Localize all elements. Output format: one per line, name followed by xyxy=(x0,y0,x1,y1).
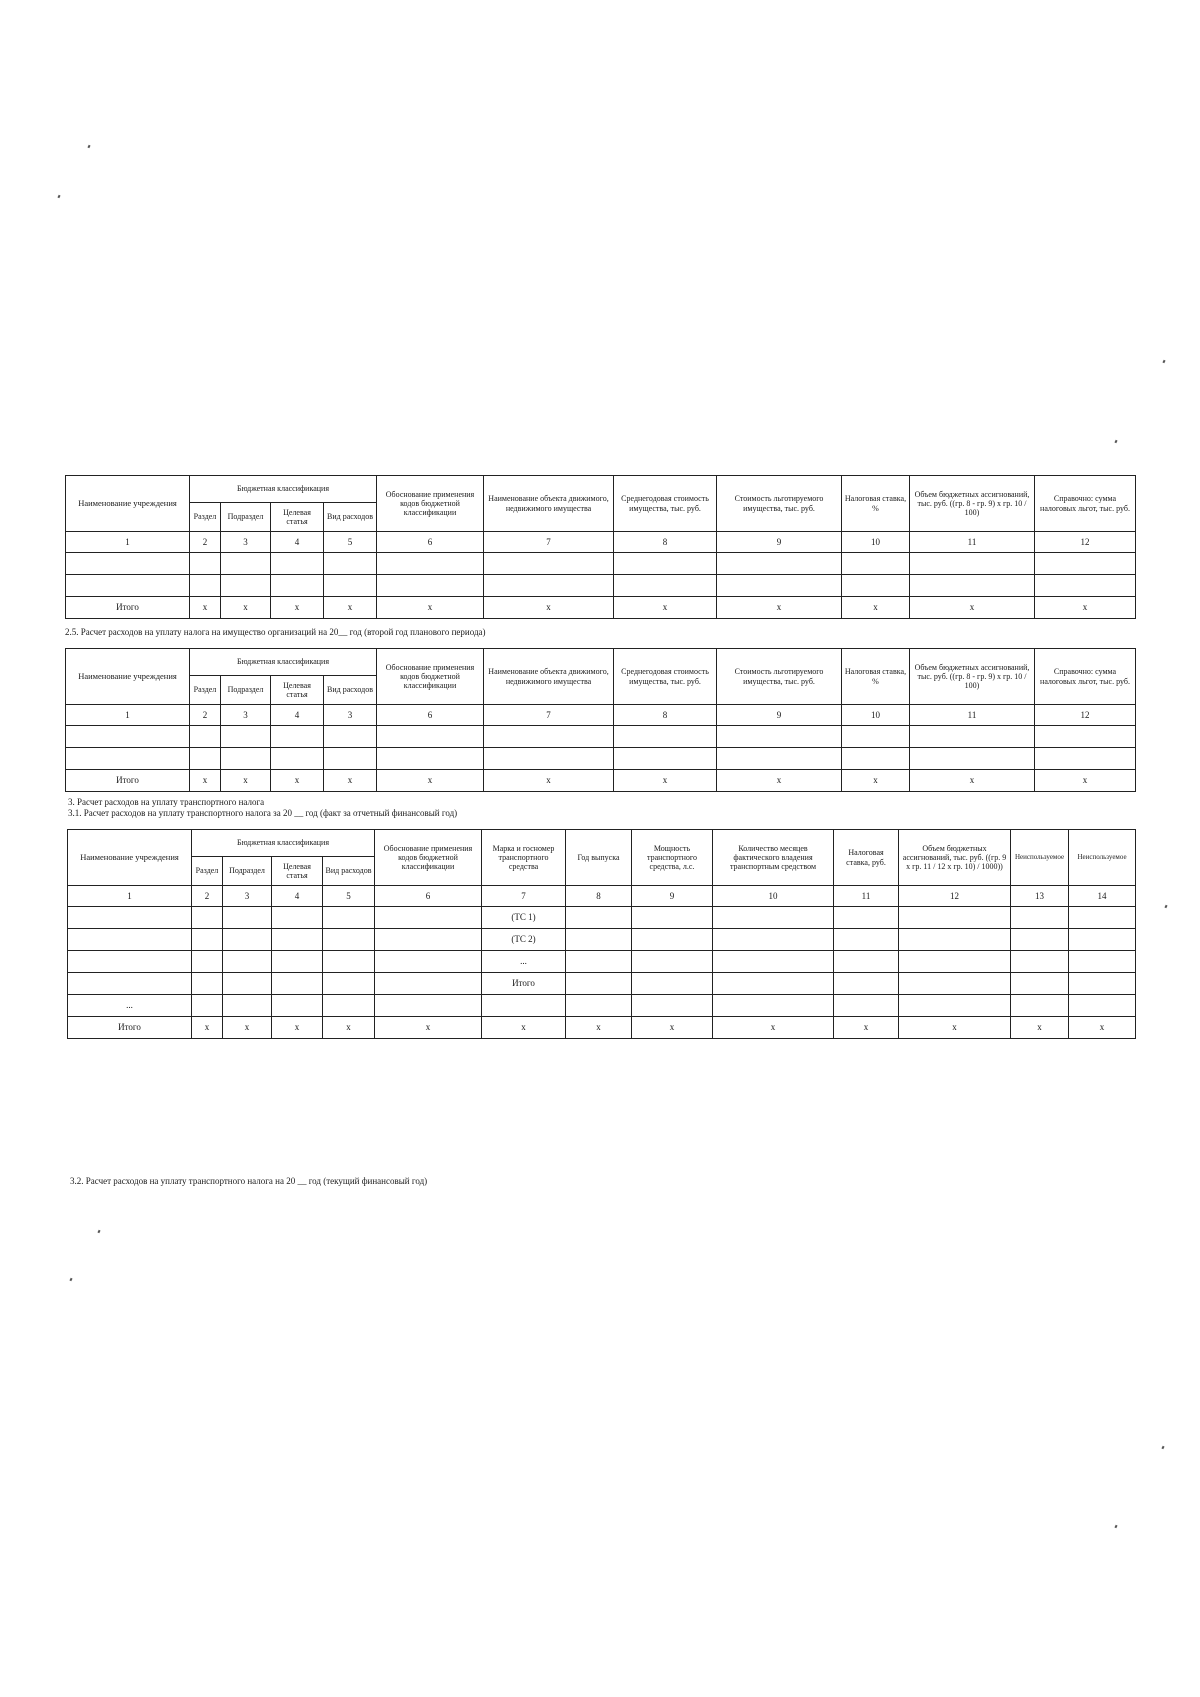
total-cell: х xyxy=(1035,770,1136,792)
table-cell xyxy=(614,553,717,575)
total-cell: х xyxy=(190,770,221,792)
target-item-header: Целевая статья xyxy=(271,676,324,705)
target-item-header: Целевая статья xyxy=(271,503,324,532)
col-number: 14 xyxy=(1069,886,1136,907)
total-row xyxy=(66,770,1136,792)
expense-type-header: Вид расходов xyxy=(323,857,375,886)
row-name-cell: ... xyxy=(68,995,192,1017)
table-cell xyxy=(271,575,324,597)
avg-value-header: Среднегодовая стоимость имущества, тыс. руб. xyxy=(614,476,717,532)
total-cell: х xyxy=(632,1017,713,1039)
unused-header-14: Неиспользуемое xyxy=(1069,830,1136,886)
table-cell xyxy=(375,995,482,1017)
table-cell xyxy=(323,951,375,973)
table-cell xyxy=(717,726,842,748)
section-header: Раздел xyxy=(192,857,223,886)
tax-rate-header: Налоговая ставка, руб. xyxy=(834,830,899,886)
table-cell xyxy=(324,553,377,575)
total-cell: х xyxy=(484,597,614,619)
col-number: 9 xyxy=(717,532,842,553)
table-cell xyxy=(323,907,375,929)
table-cell xyxy=(190,748,221,770)
column-number-row xyxy=(68,886,1136,907)
scan-speck xyxy=(69,1278,72,1282)
col-number: 10 xyxy=(842,532,910,553)
col-number: 9 xyxy=(632,886,713,907)
table-cell xyxy=(834,907,899,929)
total-cell: х xyxy=(482,1017,566,1039)
total-cell: х xyxy=(484,770,614,792)
total-cell: х xyxy=(323,1017,375,1039)
vehicle-cell: Итого xyxy=(482,973,566,995)
col-number: 11 xyxy=(910,705,1035,726)
table-cell xyxy=(221,575,271,597)
avg-value-header: Среднегодовая стоимость имущества, тыс. руб. xyxy=(614,649,717,705)
total-cell: х xyxy=(375,1017,482,1039)
row-name-cell xyxy=(68,929,192,951)
table-cell xyxy=(484,726,614,748)
table-cell xyxy=(566,995,632,1017)
col-number: 8 xyxy=(614,532,717,553)
col-number: 4 xyxy=(271,705,324,726)
table-cell xyxy=(1069,973,1136,995)
table-row xyxy=(68,995,1136,1017)
scan-speck xyxy=(1114,440,1117,444)
budget-classification-header: Бюджетная классификация xyxy=(190,649,377,676)
total-row xyxy=(68,1017,1136,1039)
total-cell: х xyxy=(842,770,910,792)
col-number: 6 xyxy=(375,886,482,907)
table-cell xyxy=(1011,929,1069,951)
table-cell xyxy=(1069,929,1136,951)
table-cell xyxy=(834,995,899,1017)
year-header: Год выпуска xyxy=(566,830,632,886)
scan-speck xyxy=(1162,360,1165,364)
scan-speck xyxy=(1114,1525,1117,1529)
table-cell xyxy=(272,907,323,929)
table-cell xyxy=(632,995,713,1017)
table-cell xyxy=(377,575,484,597)
table-cell xyxy=(899,907,1011,929)
col-number: 1 xyxy=(66,705,190,726)
table-cell xyxy=(713,929,834,951)
table-cell xyxy=(223,929,272,951)
table-cell xyxy=(323,973,375,995)
table-cell xyxy=(190,575,221,597)
total-cell: х xyxy=(614,597,717,619)
privileged-value-header: Стоимость льготируемого имущества, тыс. руб. xyxy=(717,649,842,705)
table-cell xyxy=(223,907,272,929)
table-cell xyxy=(713,995,834,1017)
total-cell: х xyxy=(271,597,324,619)
total-cell: Итого xyxy=(68,1017,192,1039)
col-number: 3 xyxy=(223,886,272,907)
scan-speck xyxy=(57,195,60,199)
table-cell xyxy=(221,553,271,575)
table-cell xyxy=(192,907,223,929)
total-cell: х xyxy=(910,770,1035,792)
total-cell: х xyxy=(190,597,221,619)
subsection-header: Подраздел xyxy=(221,676,271,705)
table-cell xyxy=(566,973,632,995)
table-cell xyxy=(190,726,221,748)
table-cell xyxy=(484,575,614,597)
table-cell xyxy=(614,726,717,748)
table-cell xyxy=(375,951,482,973)
table-cell xyxy=(566,951,632,973)
column-number-row xyxy=(66,705,1136,726)
total-cell: х xyxy=(566,1017,632,1039)
vehicle-cell: ... xyxy=(482,951,566,973)
table-cell xyxy=(272,995,323,1017)
total-cell: х xyxy=(377,770,484,792)
total-cell: х xyxy=(899,1017,1011,1039)
scan-speck xyxy=(87,145,90,149)
object-name-header: Наименование объекта движимого, недвижимого имущества xyxy=(484,649,614,705)
total-cell: х xyxy=(271,770,324,792)
table-cell xyxy=(375,907,482,929)
institution-header: Наименование учреждения xyxy=(66,649,190,705)
header-row xyxy=(66,649,1136,676)
table-cell xyxy=(566,907,632,929)
table-cell xyxy=(1011,951,1069,973)
table-cell xyxy=(632,929,713,951)
vehicle-cell xyxy=(482,995,566,1017)
table-cell xyxy=(323,995,375,1017)
total-cell: х xyxy=(221,597,271,619)
table-cell xyxy=(899,929,1011,951)
table-cell xyxy=(66,575,190,597)
allocations-header: Объем бюджетных ассигнований, тыс. руб. ((гр. 8 - гр. 9) х гр. 10 / 100) xyxy=(910,476,1035,532)
table-cell xyxy=(1011,995,1069,1017)
total-cell: х xyxy=(1069,1017,1136,1039)
col-number: 11 xyxy=(834,886,899,907)
total-cell: х xyxy=(324,770,377,792)
vehicle-cell: (ТС 1) xyxy=(482,907,566,929)
col-number: 1 xyxy=(68,886,192,907)
section-header: Раздел xyxy=(190,676,221,705)
property-tax-table-1 xyxy=(65,475,1136,619)
col-number: 5 xyxy=(324,532,377,553)
vehicle-cell: (ТС 2) xyxy=(482,929,566,951)
col-number: 3 xyxy=(221,705,271,726)
table-row xyxy=(66,553,1136,575)
table-cell xyxy=(223,995,272,1017)
table-row xyxy=(66,575,1136,597)
col-number: 10 xyxy=(842,705,910,726)
col-number: 7 xyxy=(484,705,614,726)
table-cell xyxy=(910,726,1035,748)
table-cell xyxy=(66,553,190,575)
table-cell xyxy=(271,726,324,748)
object-name-header: Наименование объекта движимого, недвижимого имущества xyxy=(484,476,614,532)
col-number: 4 xyxy=(272,886,323,907)
total-cell: х xyxy=(717,597,842,619)
total-cell: х xyxy=(1011,1017,1069,1039)
expense-type-header: Вид расходов xyxy=(324,503,377,532)
table-cell xyxy=(842,748,910,770)
row-name-cell xyxy=(68,907,192,929)
table-cell xyxy=(1035,748,1136,770)
table-cell xyxy=(842,553,910,575)
col-number: 5 xyxy=(323,886,375,907)
table-cell xyxy=(377,748,484,770)
table-cell xyxy=(1035,575,1136,597)
header-row xyxy=(66,476,1136,503)
total-cell: х xyxy=(223,1017,272,1039)
row-name-cell xyxy=(68,973,192,995)
total-cell: х xyxy=(272,1017,323,1039)
table-cell xyxy=(717,553,842,575)
total-cell: х xyxy=(713,1017,834,1039)
total-cell: Итого xyxy=(66,770,190,792)
table-cell xyxy=(271,748,324,770)
total-cell: х xyxy=(221,770,271,792)
col-number: 6 xyxy=(377,705,484,726)
table-cell xyxy=(192,995,223,1017)
col-number: 3 xyxy=(221,532,271,553)
table-cell xyxy=(1069,951,1136,973)
table-cell xyxy=(221,726,271,748)
budget-classification-header: Бюджетная классификация xyxy=(192,830,375,857)
subsection-header: Подраздел xyxy=(221,503,271,532)
table-cell xyxy=(717,575,842,597)
table-cell xyxy=(1069,995,1136,1017)
total-cell: х xyxy=(377,597,484,619)
table-cell xyxy=(899,995,1011,1017)
table-cell xyxy=(713,907,834,929)
table-cell xyxy=(221,748,271,770)
table-cell xyxy=(632,907,713,929)
transport-tax-table xyxy=(67,829,1136,1039)
col-number: 13 xyxy=(1011,886,1069,907)
table-cell xyxy=(223,951,272,973)
table-cell xyxy=(1011,973,1069,995)
table-cell xyxy=(910,575,1035,597)
table-cell xyxy=(899,973,1011,995)
col-number: 7 xyxy=(482,886,566,907)
table-cell xyxy=(484,748,614,770)
total-cell: х xyxy=(842,597,910,619)
col-number: 4 xyxy=(271,532,324,553)
table-cell xyxy=(910,748,1035,770)
benefits-header: Справочно: сумма налоговых льгот, тыс. руб. xyxy=(1035,476,1136,532)
section-2-5-caption: 2.5. Расчет расходов на уплату налога на имущество организаций на 20__ год (второй год планового периода) xyxy=(65,627,486,637)
table-cell xyxy=(632,973,713,995)
table-cell xyxy=(717,748,842,770)
target-item-header: Целевая статья xyxy=(272,857,323,886)
table-cell xyxy=(484,553,614,575)
total-row xyxy=(66,597,1136,619)
total-cell: х xyxy=(324,597,377,619)
table-cell xyxy=(66,748,190,770)
justification-header: Обоснование применения кодов бюджетной классификации xyxy=(377,476,484,532)
allocations-header: Объем бюджетных ассигнований, тыс. руб. ((гр. 8 - гр. 9) х гр. 10 / 100) xyxy=(910,649,1035,705)
table-cell xyxy=(910,553,1035,575)
table-cell xyxy=(192,951,223,973)
table-cell xyxy=(324,748,377,770)
table-cell xyxy=(272,929,323,951)
justification-header: Обоснование применения кодов бюджетной классификации xyxy=(377,649,484,705)
power-header: Мощность транспортного средства, л.с. xyxy=(632,830,713,886)
table-row xyxy=(66,726,1136,748)
institution-header: Наименование учреждения xyxy=(68,830,192,886)
total-cell: Итого xyxy=(66,597,190,619)
table-cell xyxy=(632,951,713,973)
col-number: 2 xyxy=(190,705,221,726)
table-row xyxy=(68,951,1136,973)
table-cell xyxy=(834,951,899,973)
table-row xyxy=(68,973,1136,995)
table-cell xyxy=(713,973,834,995)
tax-rate-header: Налоговая ставка, % xyxy=(842,476,910,532)
table-cell xyxy=(324,726,377,748)
table-cell xyxy=(375,973,482,995)
scan-speck xyxy=(1161,1446,1164,1450)
allocations-header: Объем бюджетных ассигнований, тыс. руб. ((гр. 9 х гр. 11 / 12 х гр. 10) / 1000)) xyxy=(899,830,1011,886)
col-number: 6 xyxy=(377,532,484,553)
total-cell: х xyxy=(834,1017,899,1039)
privileged-value-header: Стоимость льготируемого имущества, тыс. руб. xyxy=(717,476,842,532)
col-number: 8 xyxy=(566,886,632,907)
total-cell: х xyxy=(192,1017,223,1039)
table-cell xyxy=(834,929,899,951)
section-3-2-caption: 3.2. Расчет расходов на уплату транспортного налога на 20 __ год (текущий финансовый год) xyxy=(70,1176,428,1186)
table-cell xyxy=(192,973,223,995)
col-number: 12 xyxy=(899,886,1011,907)
col-number: 1 xyxy=(66,532,190,553)
table-cell xyxy=(377,553,484,575)
total-cell: х xyxy=(717,770,842,792)
expense-type-header: Вид расходов xyxy=(324,676,377,705)
table-cell xyxy=(66,726,190,748)
justification-header: Обоснование применения кодов бюджетной классификации xyxy=(375,830,482,886)
table-cell xyxy=(375,929,482,951)
scan-speck xyxy=(1164,905,1167,909)
table-cell xyxy=(272,973,323,995)
table-cell xyxy=(1069,907,1136,929)
benefits-header: Справочно: сумма налоговых льгот, тыс. руб. xyxy=(1035,649,1136,705)
table-cell xyxy=(324,575,377,597)
table-cell xyxy=(566,929,632,951)
brand-header: Марка и госномер транспортного средства xyxy=(482,830,566,886)
tax-rate-header: Налоговая ставка, % xyxy=(842,649,910,705)
unused-header-13: Неиспользуемое xyxy=(1011,830,1069,886)
total-cell: х xyxy=(910,597,1035,619)
col-number: 12 xyxy=(1035,705,1136,726)
table-cell xyxy=(192,929,223,951)
subsection-header: Подраздел xyxy=(223,857,272,886)
col-number: 7 xyxy=(484,532,614,553)
budget-classification-header: Бюджетная классификация xyxy=(190,476,377,503)
table-row xyxy=(68,929,1136,951)
table-row xyxy=(68,907,1136,929)
table-cell xyxy=(272,951,323,973)
col-number: 9 xyxy=(717,705,842,726)
table-cell xyxy=(1035,726,1136,748)
months-header: Количество месяцев фактического владения транспортным средством xyxy=(713,830,834,886)
table-cell xyxy=(323,929,375,951)
total-cell: х xyxy=(1035,597,1136,619)
col-number: 10 xyxy=(713,886,834,907)
table-cell xyxy=(842,726,910,748)
column-number-row xyxy=(66,532,1136,553)
table-cell xyxy=(1011,907,1069,929)
header-row xyxy=(68,830,1136,857)
table-cell xyxy=(614,575,717,597)
property-tax-table-2 xyxy=(65,648,1136,792)
scan-speck xyxy=(97,1230,100,1234)
row-name-cell xyxy=(68,951,192,973)
col-number: 2 xyxy=(192,886,223,907)
col-number: 8 xyxy=(614,705,717,726)
col-number: 11 xyxy=(910,532,1035,553)
table-cell xyxy=(1035,553,1136,575)
col-number: 2 xyxy=(190,532,221,553)
section-header: Раздел xyxy=(190,503,221,532)
institution-header: Наименование учреждения xyxy=(66,476,190,532)
table-cell xyxy=(834,973,899,995)
table-cell xyxy=(190,553,221,575)
table-cell xyxy=(223,973,272,995)
section-3-1-caption: 3.1. Расчет расходов на уплату транспортного налога за 20 __ год (факт за отчетный финансовый год) xyxy=(68,808,458,818)
total-cell: х xyxy=(614,770,717,792)
table-cell xyxy=(271,553,324,575)
section-3-title: 3. Расчет расходов на уплату транспортного налога xyxy=(68,797,265,807)
col-number: 3 xyxy=(324,705,377,726)
table-cell xyxy=(899,951,1011,973)
table-cell xyxy=(842,575,910,597)
table-cell xyxy=(713,951,834,973)
table-cell xyxy=(377,726,484,748)
table-row xyxy=(66,748,1136,770)
table-cell xyxy=(614,748,717,770)
col-number: 12 xyxy=(1035,532,1136,553)
